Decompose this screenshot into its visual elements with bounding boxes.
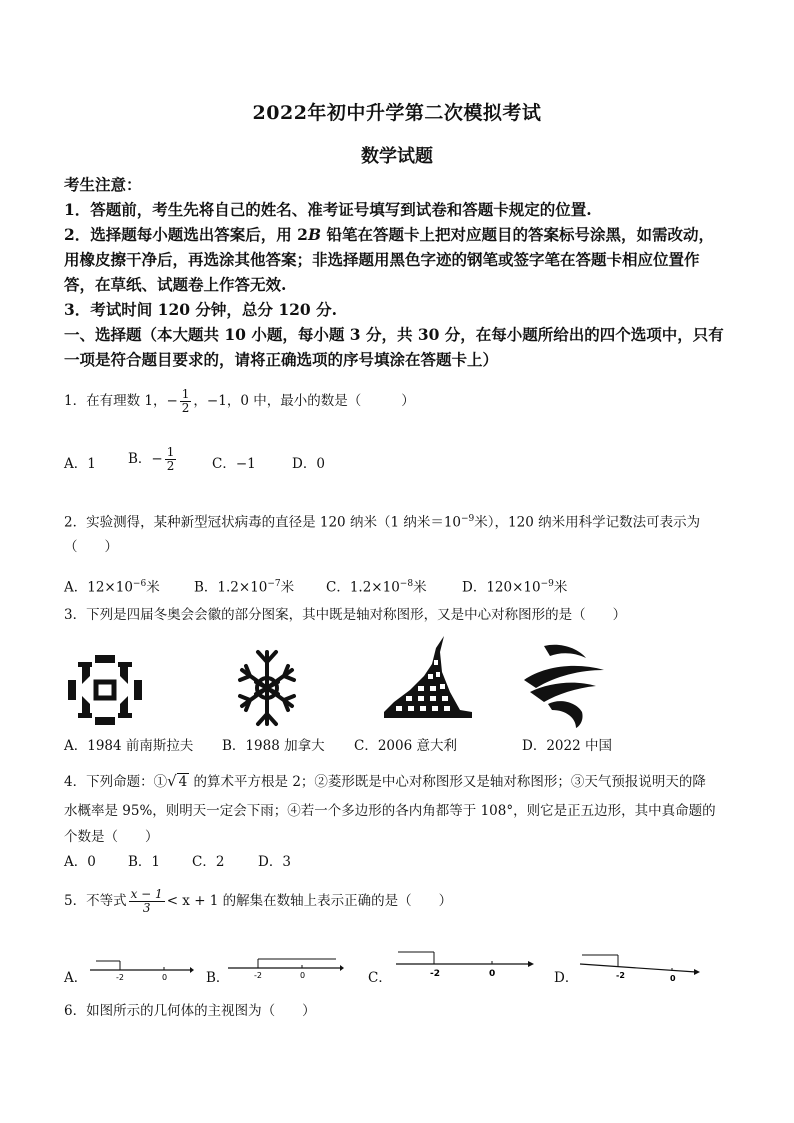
q4-option-d[interactable]: D．3 [258, 854, 291, 870]
number-line-c [394, 948, 534, 978]
tick-label-0: 0 [489, 969, 496, 978]
number-line-b [226, 954, 344, 982]
q3-option-b[interactable]: B．1988 加拿大 [222, 738, 325, 754]
square-root: √ 4 [167, 772, 188, 790]
q2-option-a[interactable]: A．$12\times 10^{-6}$米 [64, 579, 160, 596]
q5-option-b[interactable]: B． [206, 970, 230, 986]
q3-option-d[interactable]: D．2022 中国 [522, 738, 612, 754]
question-5-stem: 5．不等式 $\frac{x - 1}{3}$ < x + 1 的解集在数轴上表示正确的是（ ） [64, 887, 453, 915]
tick-label-neg2: -2 [616, 971, 625, 980]
notice-heading: 考生注意： [64, 175, 142, 194]
tick-label-neg2: -2 [254, 971, 262, 980]
q1-option-c[interactable]: C．−1 [212, 456, 256, 472]
q4-option-b[interactable]: B．1 [128, 854, 161, 870]
q1-option-d[interactable]: D．0 [292, 456, 325, 472]
tick-label-0: 0 [300, 971, 306, 980]
emblem-2006-image [380, 632, 476, 724]
question-4-line-3: 个数是（ ） [64, 829, 159, 845]
tick-label-0: 0 [670, 974, 676, 982]
q5-option-d[interactable]: D． [554, 970, 579, 986]
section-1-heading-cont: 一项是符合题目要求的，请将正确选项的序号填涂在答题卡上） [64, 350, 499, 369]
tick-label-neg2: -2 [116, 973, 124, 982]
q3-option-c[interactable]: C．2006 意大利 [354, 738, 457, 754]
exam-title: 2022年初中升学第二次模拟考试 [252, 102, 542, 124]
q1-option-a[interactable]: A．1 [64, 456, 96, 472]
question-3-stem: 3．下列是四届冬奥会会徽的部分图案，其中既是轴对称图形，又是中心对称图形的是（ ） [64, 607, 627, 623]
emblem-1984-image [64, 652, 146, 728]
q2-option-c[interactable]: C．$1.2\times 10^{-8}$米 [326, 579, 427, 596]
number-line-d [578, 950, 700, 982]
question-6-stem: 6．如图所示的几何体的主视图为（ ） [64, 1003, 316, 1019]
fraction: $\frac{1}{2}$ [181, 387, 190, 415]
notice-item-1: 1．答题前，考生先将自己的姓名、准考证号填写到试卷和答题卡规定的位置. [64, 200, 592, 219]
q2-option-b[interactable]: B．$1.2\times 10^{-7}$米 [194, 579, 295, 596]
subject-title: 数学试题 [361, 146, 433, 167]
q4-option-a[interactable]: A．0 [64, 854, 96, 870]
section-1-heading: 一、选择题（本大题共 10 小题，每小题 3 分，共 30 分，在每小题所给出的四个选项中，只有 [64, 325, 724, 344]
q5-option-a[interactable]: A． [64, 970, 88, 986]
number-line-a [88, 956, 194, 984]
question-1-stem: 1．在有理数 1，− $\frac{1}{2}$ ，−1，0 中，最小的数是（ ） [64, 387, 415, 415]
notice-item-2: 2．选择题每小题选出答案后，用 2B 铅笔在答题卡上把对应题目的答案标号涂黑，如需改动， [64, 225, 714, 244]
question-4-line-2: 水概率是 95%，则明天一定会下雨；④若一个多边形的各内角都等于 108°，则它是正五边形，其中真命题的 [64, 803, 716, 819]
tick-label-0: 0 [162, 973, 168, 982]
emblem-1988-image [236, 646, 298, 730]
emblem-2022-image [520, 640, 608, 730]
notice-item-2-cont: 用橡皮擦干净后，再选涂其他答案；非选择题用黑色字迹的钢笔或签字笔在答题卡相应位置作 [64, 250, 700, 269]
q2-option-d[interactable]: D．$120\times 10^{-9}$米 [462, 579, 568, 596]
question-2-stem: 2．实验测得，某种新型冠状病毒的直径是 120 纳米（1 纳米$=10^{-9}$米），120 纳米用科学记数法可表示为 [64, 514, 701, 531]
q3-option-a[interactable]: A．1984 前南斯拉夫 [64, 738, 194, 754]
notice-item-3: 3．考试时间 120 分钟，总分 120 分. [64, 300, 337, 319]
notice-item-2-end: 答，在草纸、试题卷上作答无效. [64, 275, 287, 294]
q1-option-b[interactable]: B．− $\frac{1}{2}$ [128, 445, 175, 473]
q5-option-c[interactable]: C． [368, 970, 392, 986]
tick-label-neg2: -2 [430, 969, 440, 978]
question-2-paren: （ ） [64, 539, 118, 555]
q4-option-c[interactable]: C．2 [192, 854, 225, 870]
question-4-line-1: 4．下列命题：①√ 4 的算术平方根是 2；②菱形既是中心对称图形又是轴对称图形；③天气预报说明天的降 [64, 768, 736, 795]
